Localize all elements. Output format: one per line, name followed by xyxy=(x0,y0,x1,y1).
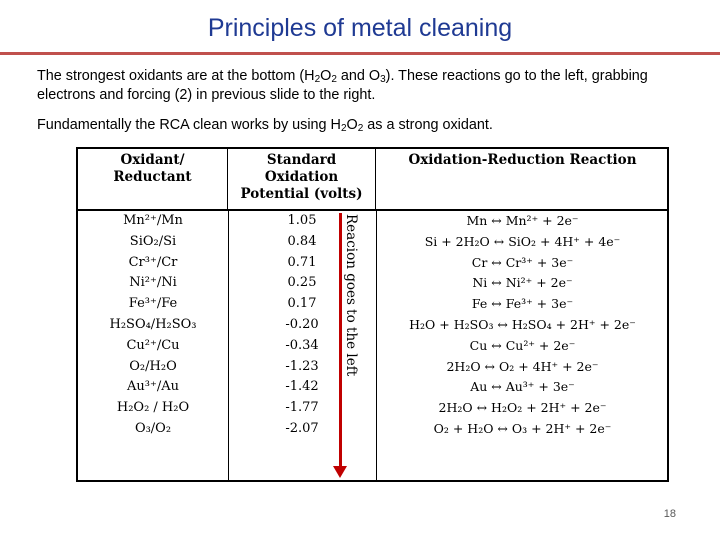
p2-sub-2: 2 xyxy=(357,123,364,134)
table-row xyxy=(78,336,667,357)
intro-paragraph xyxy=(37,67,687,105)
oxidant-cell: H₂SO₄/H₂SO₃ xyxy=(109,316,197,332)
reaction-cell: Ni ↔ Ni²⁺ + 2e⁻ xyxy=(472,275,573,291)
potential-cell: 0.71 xyxy=(287,254,317,270)
reaction-cell: Au ↔ Au³⁺ + 3e⁻ xyxy=(470,379,575,395)
table-row xyxy=(78,398,667,419)
p1-text-c: and O xyxy=(336,68,381,84)
oxidant-cell: O₂/H₂O xyxy=(129,358,177,374)
oxidant-cell: Ni²⁺/Ni xyxy=(129,275,177,291)
p1-text-d: ). These reactions go to the left, grabbing electrons and forcing (2) in previous slide to the right. xyxy=(37,68,648,103)
oxidant-cell: O₃/O₂ xyxy=(134,420,172,436)
table-row xyxy=(78,357,667,378)
potential-cell: -1.77 xyxy=(285,400,319,416)
header-reaction xyxy=(376,149,669,209)
oxidant-cell: Mn²⁺/Mn xyxy=(123,213,183,228)
header-potential-line2: Oxidation xyxy=(264,169,339,185)
potential-cell: -2.07 xyxy=(285,420,319,436)
potential-cell: -1.23 xyxy=(285,358,319,374)
oxidant-cell: Fe³⁺/Fe xyxy=(128,296,178,312)
potential-cell: 0.17 xyxy=(287,296,317,312)
oxidant-cell: SiO₂/Si xyxy=(129,233,177,249)
redox-table xyxy=(76,147,669,482)
rca-paragraph xyxy=(37,116,687,135)
title-divider xyxy=(0,52,720,55)
p2-text-a: Fundamentally the RCA clean works by using H xyxy=(37,117,341,133)
slide-number: 18 xyxy=(663,508,676,520)
slide-title: Principles of metal cleaning xyxy=(207,14,513,42)
p2-sub-1: 2 xyxy=(340,123,347,134)
oxidant-cell: Au³⁺/Au xyxy=(127,379,179,395)
table-row xyxy=(78,253,667,274)
header-oxidant-line1: Oxidant/ xyxy=(120,152,185,168)
reaction-cell: 2H₂O ↔ H₂O₂ + 2H⁺ + 2e⁻ xyxy=(438,400,607,416)
table-row xyxy=(78,232,667,253)
potential-cell: -0.20 xyxy=(285,316,319,332)
reaction-direction-label: Reacion goes to the left xyxy=(342,214,360,434)
potential-cell: 0.84 xyxy=(287,233,317,249)
header-oxidant xyxy=(78,149,228,209)
table-row xyxy=(78,211,667,232)
p1-text-a: The strongest oxidants are at the bottom (H xyxy=(37,68,315,84)
p1-sub-1: 2 xyxy=(314,74,321,85)
oxidant-cell: H₂O₂ / H₂O xyxy=(116,400,190,416)
p2-text-b: O xyxy=(346,117,358,133)
header-potential-line3: Potential (volts) xyxy=(240,186,363,202)
potential-cell: 1.05 xyxy=(287,213,317,228)
p1-sub-3: 3 xyxy=(380,74,386,85)
potential-cell: -0.34 xyxy=(285,337,319,353)
table-row xyxy=(78,315,667,336)
reaction-cell: Cr ↔ Cr³⁺ + 3e⁻ xyxy=(471,254,574,270)
arrow-down-icon xyxy=(333,466,347,478)
table-row xyxy=(78,419,667,440)
reaction-cell: 2H₂O ↔ O₂ + 4H⁺ + 2e⁻ xyxy=(446,358,599,374)
table-row xyxy=(78,294,667,315)
table-row xyxy=(78,377,667,398)
header-oxidant-line2: Reductant xyxy=(113,169,192,185)
oxidant-cell: Cr³⁺/Cr xyxy=(128,254,178,270)
reaction-cell: Fe ↔ Fe³⁺ + 3e⁻ xyxy=(471,296,574,312)
oxidant-cell: Cu²⁺/Cu xyxy=(126,337,180,353)
reaction-cell: H₂O + H₂SO₃ ↔ H₂SO₄ + 2H⁺ + 2e⁻ xyxy=(409,316,636,332)
table-header-row xyxy=(78,149,667,211)
reaction-cell: O₂ + H₂O ↔ O₃ + 2H⁺ + 2e⁻ xyxy=(433,420,612,436)
reaction-cell: Mn ↔ Mn²⁺ + 2e⁻ xyxy=(466,213,579,228)
header-reaction-label: Oxidation-Reduction Reaction xyxy=(408,152,637,168)
table-body xyxy=(78,211,667,440)
p1-sub-2: 2 xyxy=(331,74,337,85)
potential-cell: -1.42 xyxy=(285,379,319,395)
header-potential-line1: Standard xyxy=(266,152,337,168)
p2-text-c: as a strong oxidant. xyxy=(363,117,493,133)
potential-cell: 0.25 xyxy=(287,275,317,291)
header-potential xyxy=(228,149,376,209)
p1-text-b: O xyxy=(320,68,332,84)
table-row xyxy=(78,273,667,294)
reaction-cell: Si + 2H₂O ↔ SiO₂ + 4H⁺ + 4e⁻ xyxy=(424,233,621,249)
reaction-cell: Cu ↔ Cu²⁺ + 2e⁻ xyxy=(469,337,576,353)
